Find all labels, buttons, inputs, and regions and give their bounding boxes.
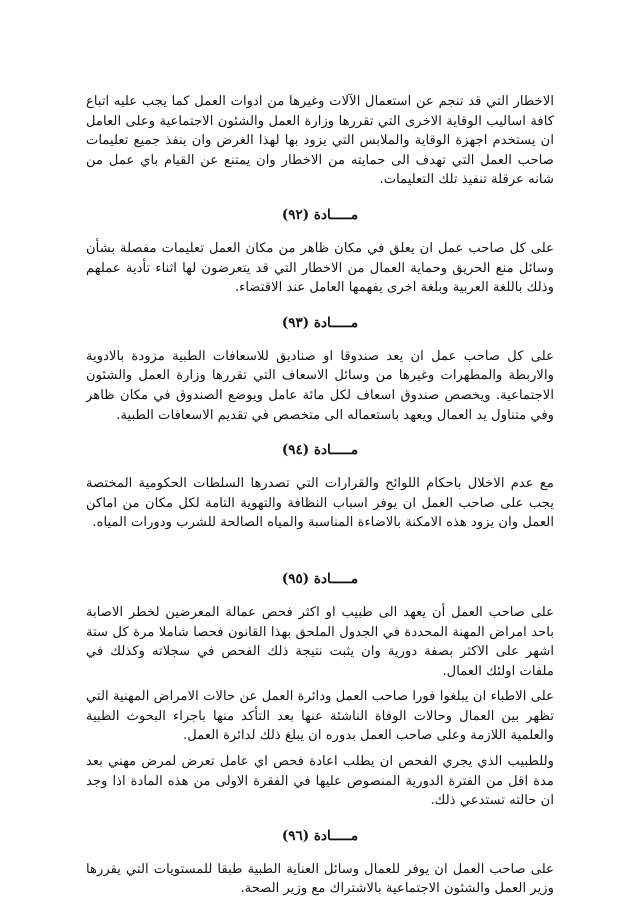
article-93-heading: مـــــادة (٩٣): [281, 314, 359, 331]
article-92-heading: مـــــادة (٩٢): [281, 206, 359, 223]
intro-paragraph: الاخطار التي قد تنجم عن استعمال الآلات وغيرها من ادوات العمل كما يجب عليه اتباع كافة اساليب الوقاية الاخرى التي تقررها وزارة العمل والشئون الاجتماعية وعلى العامل ان يستخدم اجهزة الوقاية والملابس التي يزود بها لهذا الغرض وان ينفذ جميع تعليمات صاحب العمل التي تهدف الى حمايته من الاخطار وان يمتنع عن القيام باي عمل من شانه عرقلة تنفيذ تلك التعليمات.: [86, 94, 554, 188]
article-95-paragraph-2: على الاطباء ان يبلغوا فورا صاحب العمل ودائرة العمل عن حالات الامراض المهنية التي تظهر بين العمال وحالات الوفاة الناشئة عنها بعد التأكد منها باجراء البحوث الطبية والعلمية اللازمة وعلى صاحب العمل بدوره ان يبلغ ذلك لدائرة العمل.: [86, 689, 554, 744]
document-page: [86, 92, 554, 899]
article-95-paragraph-1: على صاحب العمل أن يعهد الى طبيب او اكثر فحص عمالة المعرضين لخطر الاصابة باحد امراض المهنة المحددة في الجدول الملحق بهذا القانون فحصا شاملا مرة كل ستة اشهر على الاكثر بصفة دورية وان يثبت نتيجة ذلك الفحص في سجلاته وكذلك في ملفات اولئك العمال.: [86, 604, 554, 679]
article-96-heading: مـــــادة (٩٦): [281, 827, 359, 844]
article-94-paragraph: مع عدم الاخلال باحكام اللوائح والقرارات التي تصدرها السلطات الحكومية المختصة يجب على صاحب العمل ان يوفر اسباب النظافة والتهوية التامة لكل مكان من اماكن العمل وان يزود هذه الامكنة بالاضاءة المناسبة والمياه الصالحة للشرب ودورات المياه.: [86, 476, 554, 531]
article-96-paragraph: على صاحب العمل ان يوفر للعمال وسائل العناية الطبية طبقا للمستويات التي يقررها وزير العمل والشئون الاجتماعية بالاشتراك مع وزير الصحة.: [86, 861, 554, 897]
article-92-paragraph: على كل صاحب عمل ان يعلق في مكان ظاهر من مكان العمل تعليمات مفصلة بشأن وسائل منع الحريق وحماية العمال من الاخطار التي قد يتعرضون لها اثناء تأدية عملهم وذلك باللغة العربية وبلغة اخرى يفهمها العامل عند الاقتضاء.: [86, 240, 554, 296]
article-95-heading: مـــــادة (٩٥): [281, 570, 359, 587]
article-93-paragraph: على كل صاحب عمل ان يعد صندوقا او صناديق للاسعافات الطبية مزودة بالادوية والاربطة والمطهرات وغيرها من وسائل الاسعاف التي تقررها وزارة العمل والشئون الاجتماعية. ويخصص صندوق اسعاف لكل مائة عامل ويوضع الصندوق في مكان ظاهر وفي متناول يد العمال ويعهد باستعماله الى متخصص في تقديم الاسعافات الطبية.: [86, 348, 554, 423]
article-95-paragraph-3: وللطبيب الذي يجري الفحص ان يطلب اعادة فحص اي عامل تعرض لمرض مهني بعد مدة اقل من الفترة الدورية المنصوص عليها في الفقرة الاولى من هذه المادة اذا وجد ان حالته تستدعي ذلك.: [86, 754, 554, 809]
article-94-heading: مـــــادة (٩٤): [281, 442, 359, 459]
